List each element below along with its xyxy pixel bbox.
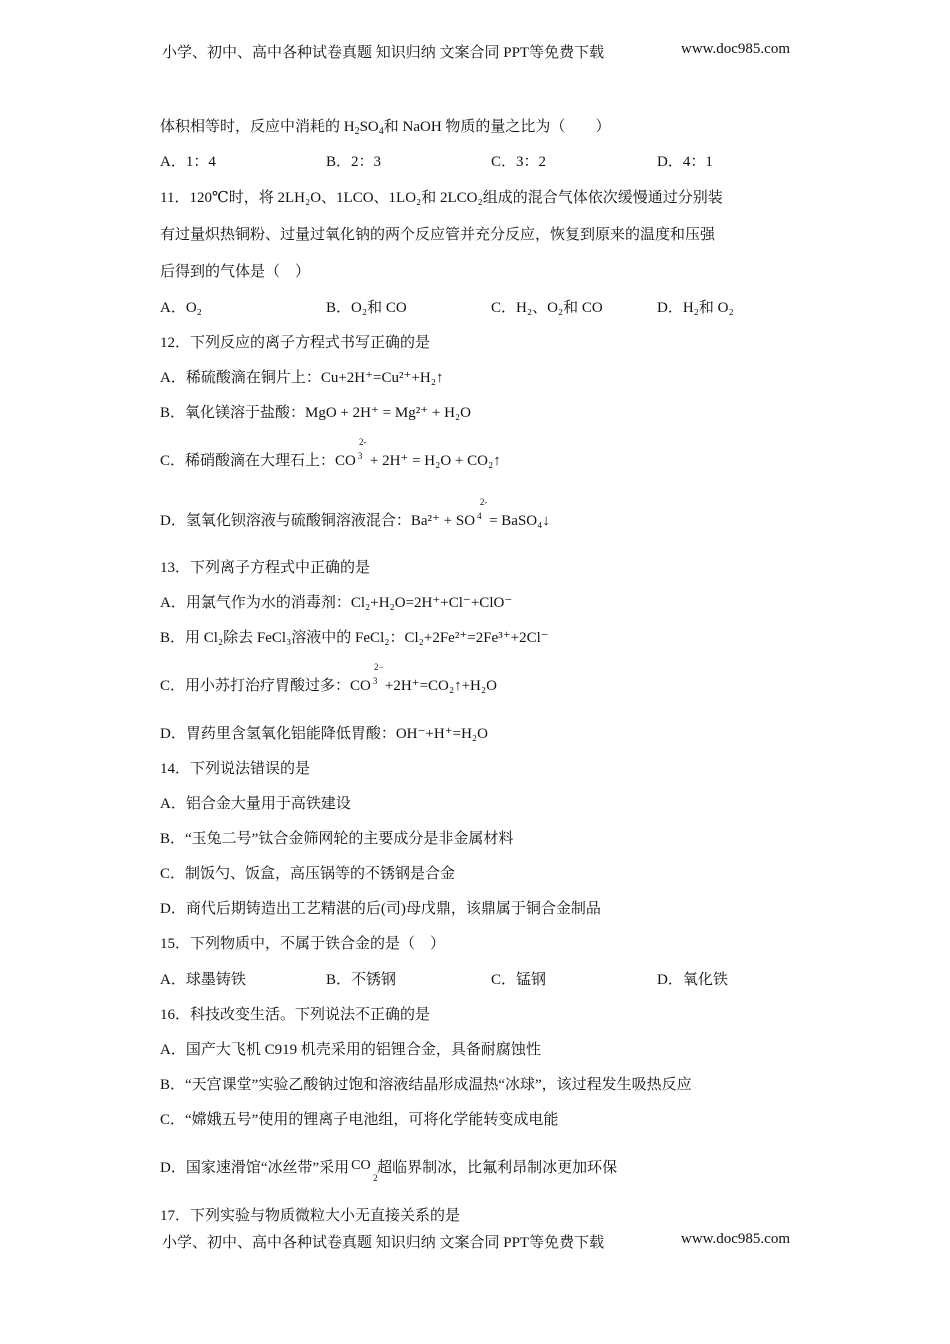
q17-stem: 17．下列实验与物质微粒大小无直接关系的是 <box>160 1208 461 1224</box>
q12-b-equation: MgO + 2H⁺ = Mg²⁺ + H₂O <box>305 405 471 421</box>
q13-option-b: B．用 Cl₂除去 FeCl₃溶液中的 FeCl₂：Cl₂+2Fe²⁺=2Fe³⁺+2Cl⁻ <box>160 630 549 646</box>
q12-d-label: D．氢氧化钡溶液与硫酸铜溶液混合： <box>160 513 411 529</box>
q12-stem: 12．下列反应的离子方程式书写正确的是 <box>160 335 431 351</box>
ion-index: 4 <box>477 511 482 521</box>
ion-charge: 2- <box>359 437 367 447</box>
q10-option-a: A．1：4 <box>160 154 216 170</box>
q14-stem: 14．下列说法错误的是 <box>160 761 311 777</box>
carbonate-ion <box>350 662 384 697</box>
q11-option-c: C．H₂、O₂和 CO <box>491 300 603 316</box>
header-slogan: 小学、初中、高中各种试卷真题 知识归纳 文案合同 PPT等免费下载 <box>162 45 605 61</box>
q12-b-label: B．氧化镁溶于盐酸： <box>160 405 306 421</box>
q12-option-a <box>160 368 443 388</box>
q12-option-d <box>160 497 550 532</box>
q15-option-c: C．锰钢 <box>491 972 547 988</box>
q13-c-label: C．用小苏打治疗胃酸过多： <box>160 678 351 694</box>
q12-option-c <box>160 437 501 472</box>
q12-c-label: C．稀硝酸滴在大理石上： <box>160 453 336 469</box>
ion-formula: SO <box>455 513 476 529</box>
q13-stem: 13．下列离子方程式中正确的是 <box>160 560 371 576</box>
q11-option-b: B．O₂和 CO <box>326 300 407 316</box>
q13-option-d: D．胃药里含氢氧化铝能降低胃酸：OH⁻+H⁺=H₂O <box>160 726 488 742</box>
q16-d-post: 超临界制冰，比氟利昂制冰更加环保 <box>377 1160 618 1176</box>
q13-c-rest: +2H⁺=CO₂↑+H₂O <box>384 678 497 694</box>
q10-option-d: D．4：1 <box>657 154 713 170</box>
page-header <box>162 41 790 62</box>
header-url: www.doc985.com <box>680 41 790 57</box>
ion-charge: 2- <box>479 497 488 507</box>
q10-option-b: B．2：3 <box>326 154 382 170</box>
q10-option-c: C．3：2 <box>491 154 547 170</box>
q12-c-rest: + 2H⁺ = H₂O + CO₂↑ <box>369 453 501 469</box>
q13-option-c <box>160 662 497 697</box>
q15-option-a: A．球墨铸铁 <box>160 972 246 988</box>
q12-d-rest: = BaSO₄↓ <box>489 513 550 529</box>
page-footer <box>162 1231 790 1252</box>
q16-d-pre: D．国家速滑馆“冰丝带”采用 <box>160 1160 350 1176</box>
q14-option-d: D．商代后期铸造出工艺精湛的后(司)母戊鼎，该鼎属于铜合金制品 <box>160 901 601 917</box>
q11-option-d: D．H₂和 O₂ <box>657 300 734 316</box>
q15-option-d: D．氧化铁 <box>657 972 728 988</box>
q11-line3: 后得到的气体是（ ） <box>160 264 311 280</box>
q12-option-b <box>160 403 471 423</box>
q16-option-b: B．“天宫课堂”实验乙酸钠过饱和溶液结晶形成温热“冰球”，该过程发生吸热反应 <box>160 1077 692 1093</box>
q15-stem: 15．下列物质中，不属于铁合金的是（ ） <box>160 936 446 952</box>
q10-stem-post: 和 NaOH 物质的量之比为（ ） <box>383 119 611 135</box>
q13-option-a: A．用氯气作为水的消毒剂：Cl₂+H₂O=2H⁺+Cl⁻+ClO⁻ <box>160 595 513 611</box>
q10-stem-pre: 体积相等时，反应中消耗的 H <box>160 119 355 135</box>
formula-text: CO <box>351 1158 371 1173</box>
q12-d-pre: Ba²⁺ + <box>410 513 456 529</box>
ion-formula: CO <box>350 678 371 694</box>
q12-a-equation: Cu+2H⁺=Cu²⁺+H₂↑ <box>320 370 444 386</box>
q11-line2: 有过量炽热铜粉、过量过氧化钠的两个反应管并充分反应，恢复到原来的温度和压强 <box>160 227 716 243</box>
q14-option-c: C．制饭勺、饭盒，高压锅等的不锈钢是合金 <box>160 866 456 882</box>
q10-stem: 体积相等时，反应中消耗的 $H_2SO_4$和 NaOH 物质的量之比为（ ） <box>160 119 611 137</box>
q16-option-a: A．国产大飞机 C919 机壳采用的铝锂合金，具备耐腐蚀性 <box>160 1042 541 1058</box>
q16-option-d <box>160 1158 618 1183</box>
q12-a-label: A．稀硫酸滴在铜片上： <box>160 370 321 386</box>
formula-subscript: 2 <box>373 1173 378 1183</box>
q16-option-c: C．“嫦娥五号”使用的锂离子电池组，可将化学能转变成电能 <box>160 1112 559 1128</box>
q15-option-b: B．不锈钢 <box>326 972 397 988</box>
q16-stem: 16．科技改变生活。下列说法不正确的是 <box>160 1007 431 1023</box>
footer-url: www.doc985.com <box>680 1231 790 1247</box>
ion-formula: CO <box>335 453 356 469</box>
q14-option-a: A．铝合金大量用于高铁建设 <box>160 796 351 812</box>
q10-stem-mid: SO <box>359 119 379 135</box>
sulfate-ion <box>455 497 488 532</box>
ion-charge: 2− <box>374 662 384 672</box>
q14-option-b: B．“玉兔二号”钛合金筛网轮的主要成分是非金属材料 <box>160 831 514 847</box>
ion-index: 3 <box>357 451 363 461</box>
carbonate-ion <box>335 437 367 472</box>
ion-index: 3 <box>372 676 378 686</box>
q11-option-a: A．O₂ <box>160 300 202 316</box>
q11-line1: 11．120℃时，将 2LH₂O、1LCO、1LO₂和 2LCO₂组成的混合气体依次缓慢通过分别装 <box>160 190 723 206</box>
footer-slogan: 小学、初中、高中各种试卷真题 知识归纳 文案合同 PPT等免费下载 <box>162 1235 605 1251</box>
